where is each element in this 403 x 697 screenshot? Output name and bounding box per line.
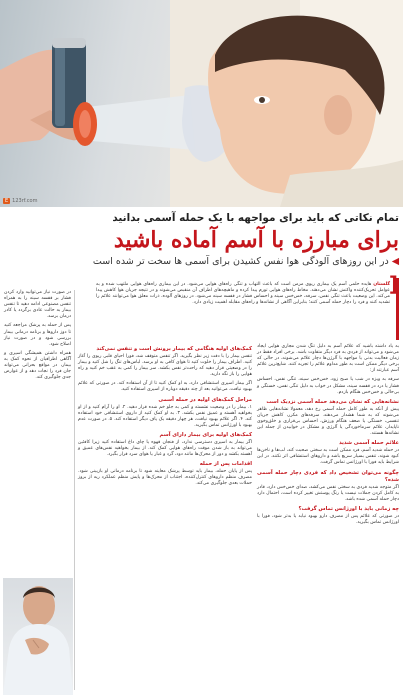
- lead-text: هایده حلمی آسم یک بیماری ریوی مزمن است که باعث التهاب و تنگی راه‌های هوایی می‌شود. در این بیماری راه‌های هوایی ملتهب شده و به عوامل تحریک‌کننده واکنش نشان می‌دهند. مخاط راه‌های هوایی تورم پیدا کرده و ماهیچه‌های اطراف آن منقبض می‌شوند و در نتیجه جریان هوا کاهش پیدا می‌کند. این وضعیت باعث تنگی نفس، سرفه، خس‌خس سینه و احساس فشار در قفسه سینه می‌شود. در روزهای آلوده، ذرات معلق هوا می‌توانند علائم را تشدید کنند و فرد را دچار حمله آسمی کنند؛ بنابراین آگاهی از نشانه‌ها و راه‌های مقابله اهمیت زیادی دارد.: [96, 282, 390, 306]
- section-heading: چگونه می‌توان تشخیص داد که فردی دچار حمله آسمی شده؟: [257, 469, 399, 483]
- section-heading: کمک‌های اولیه برای بیمار دارای آسم: [159, 431, 252, 438]
- article-paragraph: در صورت نیاز می‌توانید وارد کردن فشار بر قفسه سینه را به همراه تنفس مصنوعی ادامه دهید تا تنفس بیمار به حالت عادی برگردد یا کادر درمان برسد.: [4, 290, 71, 320]
- credit-tag: E: [5, 198, 9, 204]
- article-paragraph: پیش از آنکه به طور کامل حمله آسمی رخ دهد، معمولا نشانه‌هایی ظاهر می‌شوند که به شما هشدار می‌دهند. سرفه‌های مکرر، کاهش جریان تنفسی، خستگی یا ضعف هنگام ورزش، احساس بی‌قراری و خلق‌وخوی ناپایدار، علائم سرماخوردگی یا آلرژی و مشکل در خوابیدن از جمله این نشانه‌ها هستند.: [257, 406, 399, 437]
- man-illustration: [3, 578, 73, 695]
- section-heading: علائم حمله آسمی شدید: [338, 440, 399, 447]
- subheadline-text: در این روزهای آلودگی هوا نفس کشیدن برای آسمی ها سخت تر شده است: [92, 256, 389, 267]
- article-paragraph: ۱. بیمار را در وضعیت نشسته و کمی به جلو خم شده قرار دهید. ۲. او را آرام کنید و از او بخواهید آهسته و عمیق نفس بکشد. ۳. به او کمک کنید از داروی استنشاقی خود استفاده کند. ۴. اگر علائم بهبود نیافت، هر چهار دقیقه یک پاف دیگر استفاده کند. ۵. در صورت عدم بهبود با اورژانس تماس بگیرید.: [78, 404, 252, 428]
- article-paragraph: اگر متوجه شدید فردی به سختی نفس می‌کشد، صدای خس‌خس دارد، قادر به کامل کردن جملات نیست یا رنگ پوستش تغییر کرده است، احتمال دارد دچار حمله آسمی شده باشد.: [257, 484, 399, 502]
- article-paragraph: به یاد داشته باشید که علائم آسم به دلیل تنگ شدن مجاری هوایی ایجاد می‌شود و می‌تواند از فردی به فرد دیگر متفاوت باشد. برخی افراد فقط در زمان فعالیت بدنی یا مواجهه با آلرژن‌ها دچار علائم می‌شوند، در حالی که برخی دیگر ممکن است به طور مداوم علائم را تجربه کنند. شایع‌ترین علائم آسم عبارتند از:: [257, 344, 399, 374]
- article-column-right: [257, 344, 399, 696]
- arrow-icon: ◀: [391, 256, 399, 267]
- photo-credit: [3, 198, 37, 204]
- hero-photo: [0, 0, 403, 207]
- lead-source: گلستان: [373, 282, 390, 287]
- article-paragraph: تنفس بیمار را با دقت زیر نظر بگیرید. اگر تنفس متوقف شد، فورا احیای قلبی ریوی را آغاز کنید. اطراف بیمار را خلوت کنید تا هوای کافی به او برسد. لباس‌های تنگ را شل کنید و بیمار را در وضعیتی قرار دهید که راحت‌تر نفس بکشد. سر بیمار را کمی به عقب خم کنید و راه هوایی را باز نگه دارید.: [78, 354, 252, 378]
- section-heading: اقدامات پس از حمله: [199, 461, 252, 468]
- kicker: تمام نکاتی که باید برای مواجهه با یک حمله آسمی بدانید: [112, 212, 399, 224]
- section-heading: کمک‌های اولیه هنگامی که بیمار برونش است و تنفس نمی‌کند: [96, 346, 252, 352]
- section-heading: مراحل کمک‌های اولیه در حمله آسمی: [158, 396, 252, 403]
- section-heading: نشانه‌هایی که نشان می‌دهد حمله آسمی نزدیک است: [266, 398, 399, 405]
- article-column-left: [4, 290, 71, 580]
- man-chest-pain-photo: [3, 578, 73, 695]
- article-paragraph: در حمله شدید آسم، فرد ممکن است به سختی صحبت کند، لب‌ها و ناخن‌ها کبود شوند، تنفس بسیار سریع باشد و داروهای استنشاقی اثر نکنند. در این شرایط باید فورا با اورژانس تماس گرفت.: [257, 448, 399, 466]
- article-paragraph: اگر بیمار اسپری استنشاقی دارد، به او کمک کنید تا از آن استفاده کند. در صورتی که علائم بهبود نیافت، می‌توانید بعد از چند دقیقه دوباره از اسپری استفاده کنید.: [78, 381, 252, 393]
- article-paragraph: سرفه به ویژه در شب یا صبح زود، خس‌خس سینه، تنگی نفس، احساس فشار یا درد در قفسه سینه، مشکل در خواب به دلیل تنگی نفس، خستگی و بی‌حالی و خس‌خس هنگام بازدم.: [257, 377, 399, 395]
- section-heading: چه زمانی باید با اورژانس تماس گرفت؟: [298, 505, 399, 512]
- article-paragraph: پس از پایان حمله، بیمار باید توسط پزشک معاینه شود تا برنامه درمانی او بازبینی شود. مصرف منظم داروهای کنترل‌کننده، اجتناب از محرک‌ها و پایش منظم عملکرد ریه از بروز حملات بعدی جلوگیری می‌کند.: [78, 469, 252, 487]
- column-divider: [74, 290, 75, 690]
- article-paragraph: اگر بیمار به اسپری دسترسی ندارد، از فنجان قهوه یا چای داغ استفاده کنید زیرا کافئین می‌تواند به باز شدن موقت راه‌های هوایی کمک کند. از بیمار بخواهید نفس‌های عمیق و آهسته بکشد و دور از محرک‌ها مانند دود، گرد و غبار یا هوای سرد قرار بگیرد.: [78, 439, 252, 458]
- quote-open-icon: [: [388, 272, 398, 296]
- child-inhaler-illustration: [0, 0, 403, 207]
- credit-text: 123rf.com: [12, 198, 38, 204]
- lead-paragraph: [90, 272, 399, 340]
- subheadline: [4, 256, 399, 267]
- article-paragraph: در صورتی که علائم پس از مصرف دارو بهبود نیابد یا بدتر شود، فورا با اورژانس تماس بگیرید.: [257, 513, 399, 525]
- article-column-middle: [78, 344, 252, 696]
- article-paragraph: همراه داشتن همیشگی اسپری و آگاهی اطرافیان از نحوه کمک به بیمار، در مواقع بحرانی می‌تواند جان فرد را نجات دهد و از عوارض جدی جلوگیری کند.: [4, 350, 71, 381]
- article-paragraph: پس از حمله به پزشک مراجعه کنید تا دوز داروها و برنامه درمانی بیمار بررسی شود و در صورت نیاز اصلاح شود.: [4, 323, 71, 347]
- headline: برای مبارزه با آسم آماده باشید: [113, 227, 399, 253]
